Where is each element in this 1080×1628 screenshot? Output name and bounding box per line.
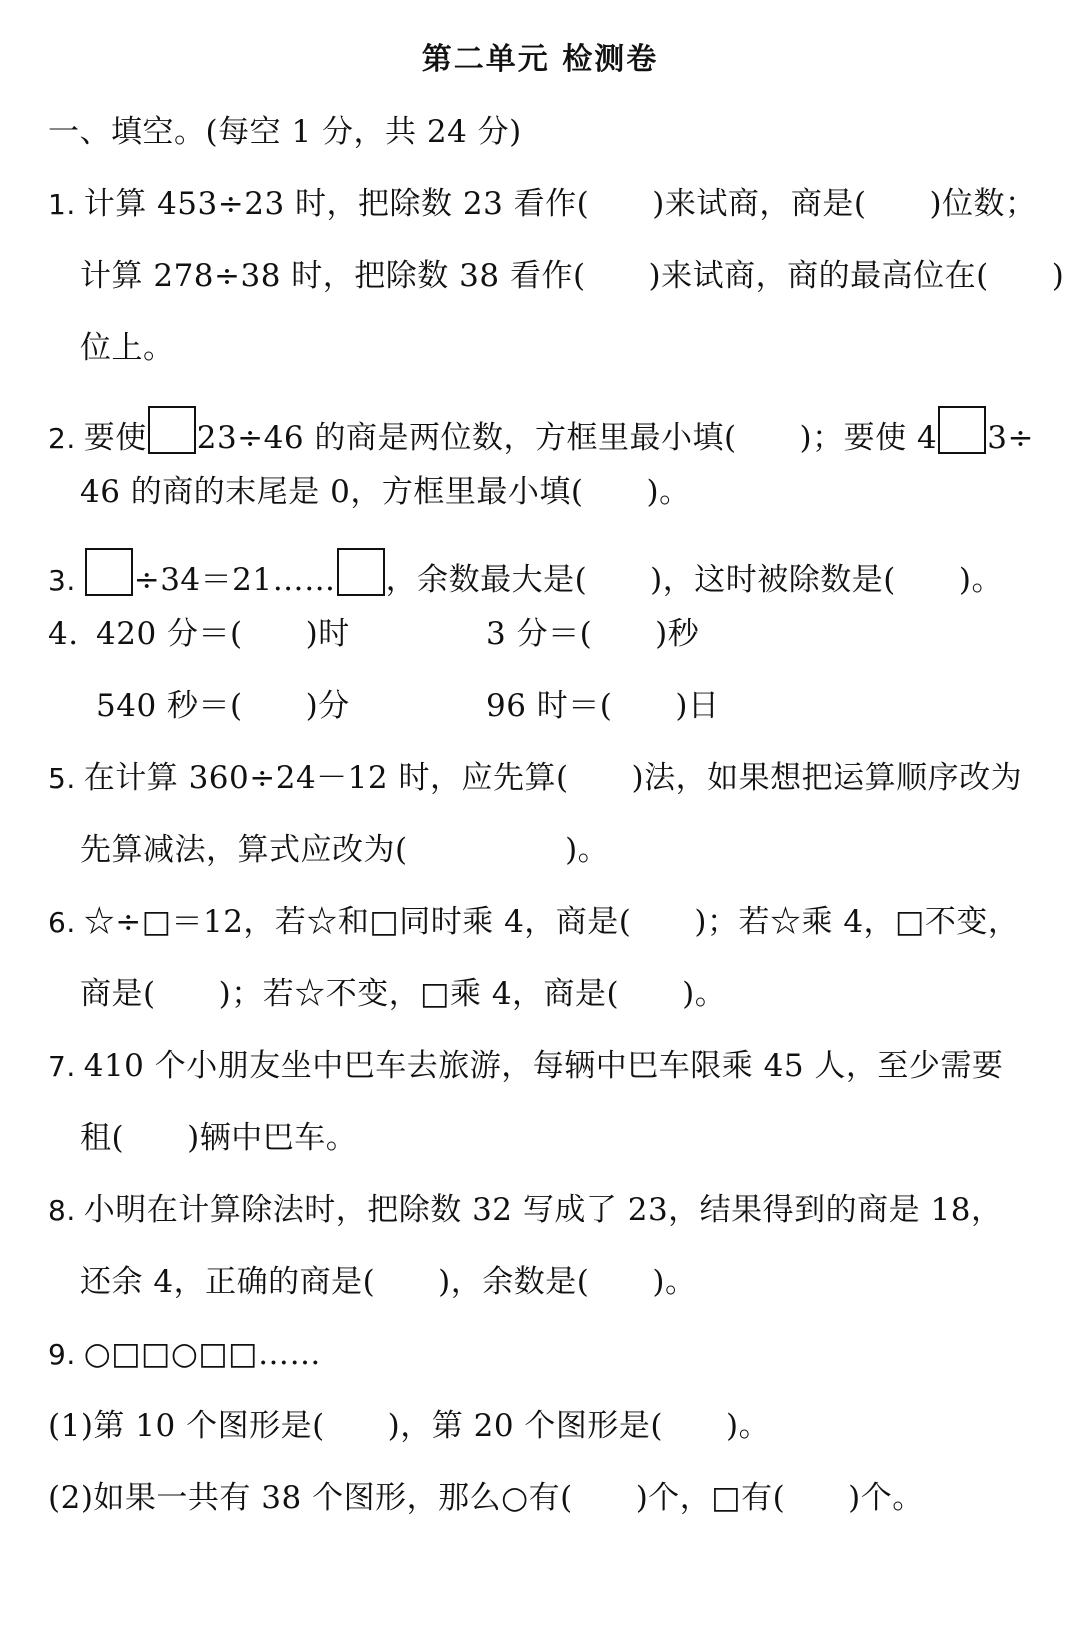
question-9-line-1 <box>48 1334 321 1375</box>
question-7-line-2: 租( )辆中巴车。 <box>80 1120 358 1156</box>
question-4-number: 4. <box>48 616 79 652</box>
question-number: 2. <box>48 422 76 455</box>
question-text: ÷34＝21…… <box>133 562 336 598</box>
section-heading: 一、填空。(每空 1 分，共 24 分) <box>48 114 522 150</box>
question-number: 1. <box>48 188 76 221</box>
question-number: 6. <box>48 906 76 939</box>
question-5-line-1 <box>48 758 1022 799</box>
question-text: 410 个小朋友坐中巴车去旅游，每辆中巴车限乘 45 人，至少需要 <box>83 1048 1004 1084</box>
question-text: 小明在计算除法时，把除数 32 写成了 23，结果得到的商是 18， <box>83 1192 1003 1228</box>
question-text: ，余数最大是( )，这时被除数是( )。 <box>385 562 1003 598</box>
question-1-line-2: 计算 278÷38 时，把除数 38 看作( )来试商，商的最高位在( ) <box>80 258 1065 294</box>
answer-box[interactable] <box>148 406 196 454</box>
question-6-line-2: 商是( )；若☆不变，□乘 4，商是( )。 <box>80 976 727 1012</box>
question-number: 5. <box>48 762 76 795</box>
answer-box[interactable] <box>85 548 133 596</box>
question-2-line-2: 46 的商的末尾是 0，方框里最小填( )。 <box>80 474 691 510</box>
question-6-line-1 <box>48 902 1019 943</box>
question-number: 8. <box>48 1194 76 1227</box>
question-4-d: 96 时＝( )日 <box>486 688 720 724</box>
question-8-line-2: 还余 4，正确的商是( )，余数是( )。 <box>80 1264 697 1300</box>
question-1-line-3: 位上。 <box>80 330 175 366</box>
question-number: 7. <box>48 1050 76 1083</box>
question-text: 23÷46 的商是两位数，方框里最小填( )；要使 4 <box>196 420 938 456</box>
answer-box[interactable] <box>337 548 385 596</box>
question-text: ☆÷□＝12，若☆和□同时乘 4，商是( )；若☆乘 4，□不变， <box>83 904 1020 940</box>
question-4-b: 3 分＝( )秒 <box>486 616 700 652</box>
question-3-line-1 <box>48 548 1003 601</box>
page-title: 第二单元 检测卷 <box>421 42 659 77</box>
question-text: 在计算 360÷24－12 时，应先算( )法，如果想把运算顺序改为 <box>83 760 1023 796</box>
question-4-c: 540 秒＝( )分 <box>96 688 350 724</box>
answer-box[interactable] <box>938 406 986 454</box>
question-text: 计算 453÷23 时，把除数 23 看作( )来试商，商是( )位数； <box>83 186 1037 222</box>
question-5-line-2: 先算减法，算式应改为( )。 <box>80 832 610 868</box>
question-number: 3. <box>48 564 76 597</box>
question-number: 9. <box>48 1338 76 1371</box>
question-2-line-1 <box>48 406 1034 459</box>
question-7-line-1 <box>48 1046 1003 1087</box>
question-9-sub-1: (1)第 10 个图形是( )，第 20 个图形是( )。 <box>48 1408 771 1444</box>
question-8-line-1 <box>48 1190 1002 1231</box>
question-1-line-1 <box>48 184 1037 225</box>
question-text: 3÷ <box>987 420 1034 456</box>
question-4-a: 420 分＝( )时 <box>96 616 350 652</box>
question-9-sub-2: (2)如果一共有 38 个图形，那么○有( )个，□有( )个。 <box>48 1480 924 1516</box>
shape-pattern: ○□□○□□…… <box>83 1336 321 1372</box>
question-text: 要使 <box>83 420 147 456</box>
